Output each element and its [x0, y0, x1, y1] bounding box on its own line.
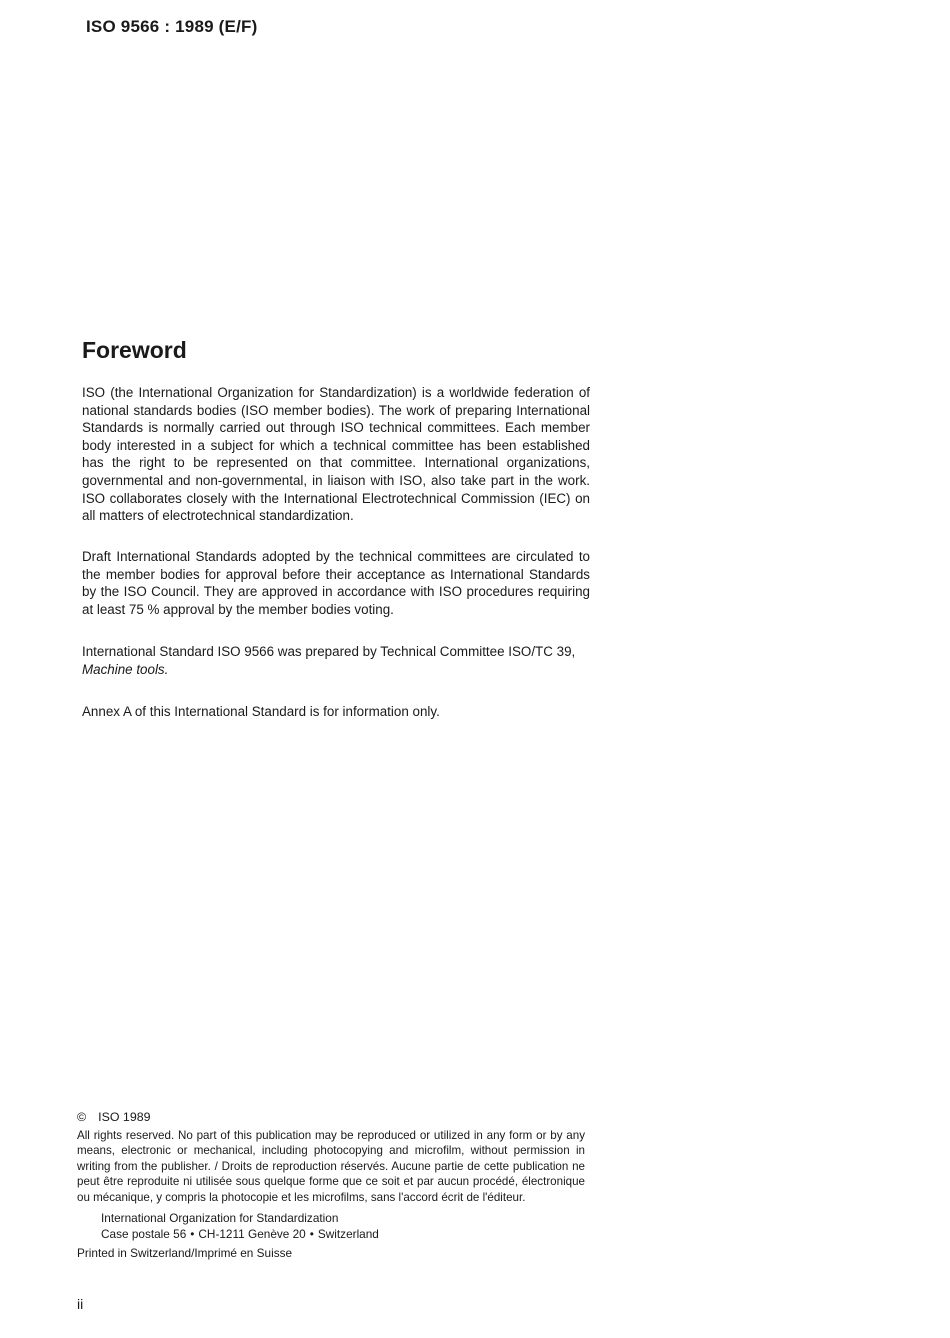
foreword-paragraph-2: Draft International Standards adopted by the technical committees are circulated to the member bodies for approval before their acceptance as International Standards by the ISO Council. They are approved in accordance with ISO procedures requiring at least 75 % approval by the member bodies voting.: [82, 549, 590, 617]
copyright-year: ISO 1989: [98, 1110, 151, 1124]
publisher-name: International Organization for Standardization: [101, 1210, 339, 1225]
foreword-heading: Foreword: [82, 337, 187, 363]
printed-in-line: Printed in Switzerland/Imprimé en Suisse: [77, 1245, 293, 1260]
copyright-line: [77, 1110, 585, 1126]
rights-reserved-text: All rights reserved. No part of this publication may be reproduced or utilized in any form or by any means, electronic or mechanical, including photocopying and microfilm, without permission in writing from the publisher. / Droits de reproduction réservés. Aucune partie de cette publication ne peut être reproduite ni utilisée sous quelque forme que ce soit et par aucun procédé, électronique ou mécanique, y compris la photocopie et les microfilms, sans l'accord écrit de l'éditeur.: [77, 1128, 585, 1204]
committee-statement: International Standard ISO 9566 was prepared by Technical Committee ISO/TC 39,: [82, 644, 576, 659]
foreword-paragraph-1: ISO (the International Organization for Standardization) is a worldwide federation of national standards bodies (ISO member bodies). The work of preparing International Standards is normally carried out through ISO technical committees. Each member body interested in a subject for which a technical committee has been established has the right to be represented on that committee. International organizations, governmental and non-governmental, in liaison with ISO, also take part in the work. ISO collaborates closely with the International Electrotechnical Commission (IEC) on all matters of electrotechnical standardization.: [82, 385, 590, 524]
copyright-symbol: ©: [77, 1110, 87, 1124]
foreword-paragraph-3: [82, 643, 590, 678]
address-postbox: Case postale 56: [101, 1226, 187, 1241]
address-city: CH-1211 Genève 20: [198, 1226, 306, 1241]
postal-address: [101, 1226, 585, 1242]
address-separator: •: [309, 1226, 314, 1241]
address-separator: •: [190, 1226, 195, 1241]
foreword-paragraph-4: Annex A of this International Standard is for information only.: [82, 704, 440, 719]
page-number: ii: [77, 1296, 84, 1312]
copyright-notice: [77, 1110, 585, 1261]
publisher-address: [101, 1210, 585, 1242]
address-country: Switzerland: [317, 1226, 379, 1241]
committee-title: Machine tools.: [82, 661, 169, 677]
document-identifier: ISO 9566 : 1989 (E/F): [86, 17, 258, 36]
